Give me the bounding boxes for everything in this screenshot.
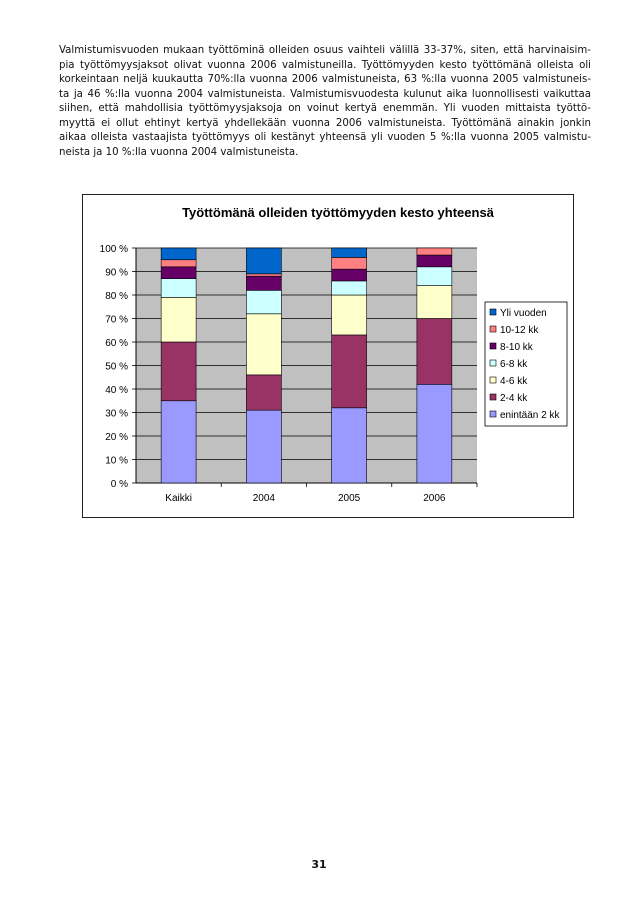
legend-label: 8-10 kk [500,342,533,353]
bar-segment [161,401,196,483]
bar-segment [417,248,452,255]
paragraph-line: myyttä ei ollut ehtinyt kertyä yhdellekään vuonna 2006 valmistuneista. Työttömänä ainakin jonkin [59,117,591,129]
y-tick-label: 80 % [105,291,128,302]
bar-segment [246,276,281,290]
y-tick-label: 60 % [105,338,128,349]
legend-swatch [490,411,496,417]
legend-swatch [490,394,496,400]
y-tick-label: 70 % [105,314,128,326]
bar-segment [246,248,281,274]
legend-swatch [490,309,496,315]
body-paragraph [59,44,591,160]
y-tick-label: 30 % [105,408,128,420]
legend-label: 10-12 kk [500,325,539,336]
x-tick-label: 2006 [423,493,446,504]
x-tick-label: 2004 [252,493,275,504]
chart-title: Työttömänä olleiden työttömyyden kesto yhteensä [182,205,494,220]
y-tick-label: 100 % [99,244,128,255]
paragraph-line: siihen, että mahdollisia työttömyysjaksoja on voinut kertyä enemmän. Yli vuoden mittaista työttö- [59,103,591,114]
y-tick-label: 50 % [105,361,128,373]
legend-swatch [490,360,496,366]
bar-segment [332,257,367,269]
x-tick-label: Kaikki [165,493,192,504]
stacked-bar-chart [83,195,573,517]
chart-frame [82,194,574,518]
bar-segment [417,267,452,286]
bar-segment [332,295,367,335]
paragraph-line: Valmistumisvuoden mukaan työttöminä olleiden osuus vaihteli välillä 33-37%, siten, että harvinaisim- [59,45,591,56]
bar-segment [332,281,367,295]
bar-segment [246,290,281,314]
bar-segment [246,314,281,375]
bar-segment [332,335,367,408]
y-tick-label: 0 % [110,479,128,490]
legend-label: enintään 2 kk [500,410,560,421]
bar-segment [332,269,367,281]
bar-segment [417,255,452,267]
bar-segment [246,410,281,483]
x-tick-label: 2005 [338,493,361,504]
bar-segment [332,248,367,257]
paragraph-line: pia työttömyysjaksot olivat vuonna 2006 valmistuneilla. Työttömyyden kesto työttömänä olleista oli [59,59,591,71]
y-tick-label: 10 % [105,455,128,467]
paragraph-line: neista ja 10 %:lla vuonna 2004 valmistuneista. [59,146,299,158]
legend-label: 6-8 kk [500,359,528,370]
paragraph-line: ta ja 46 %:lla vuonna 2004 valmistuneista. Valmistumisvuodesta kulunut aika luonnollisesti vaikuttaa [59,88,591,100]
y-tick-label: 90 % [105,267,128,279]
bar-segment [332,408,367,483]
bar-segment [161,260,196,267]
bar-segment [417,319,452,385]
legend-label: 2-4 kk [500,393,528,404]
bar-segment [417,286,452,319]
bar-segment [161,279,196,298]
legend-swatch [490,326,496,332]
y-tick-label: 20 % [105,432,128,443]
legend-label: Yli vuoden [500,308,547,319]
bar-segment [161,267,196,279]
bar-segment [246,274,281,276]
legend-swatch [490,377,496,383]
bar-segment [246,375,281,410]
paragraph-line: korkeintaan neljä kuukautta 70%:lla vuonna 2006 valmistuneista, 63 %:lla vuonna 2005 valmistuneis- [59,74,591,85]
bar-segment [417,384,452,483]
page-number: 31 [311,858,327,871]
bar-segment [161,342,196,401]
y-tick-label: 40 % [105,385,128,396]
paragraph-line: aikaa olleista vastaajista työttömyys oli kestänyt yhteensä yli vuoden 5 %:lla vuonna 2005 valmistu- [59,132,591,143]
bar-segment [161,297,196,342]
bar-segment [161,248,196,260]
legend-swatch [490,343,496,349]
legend-label: 4-6 kk [500,376,528,387]
